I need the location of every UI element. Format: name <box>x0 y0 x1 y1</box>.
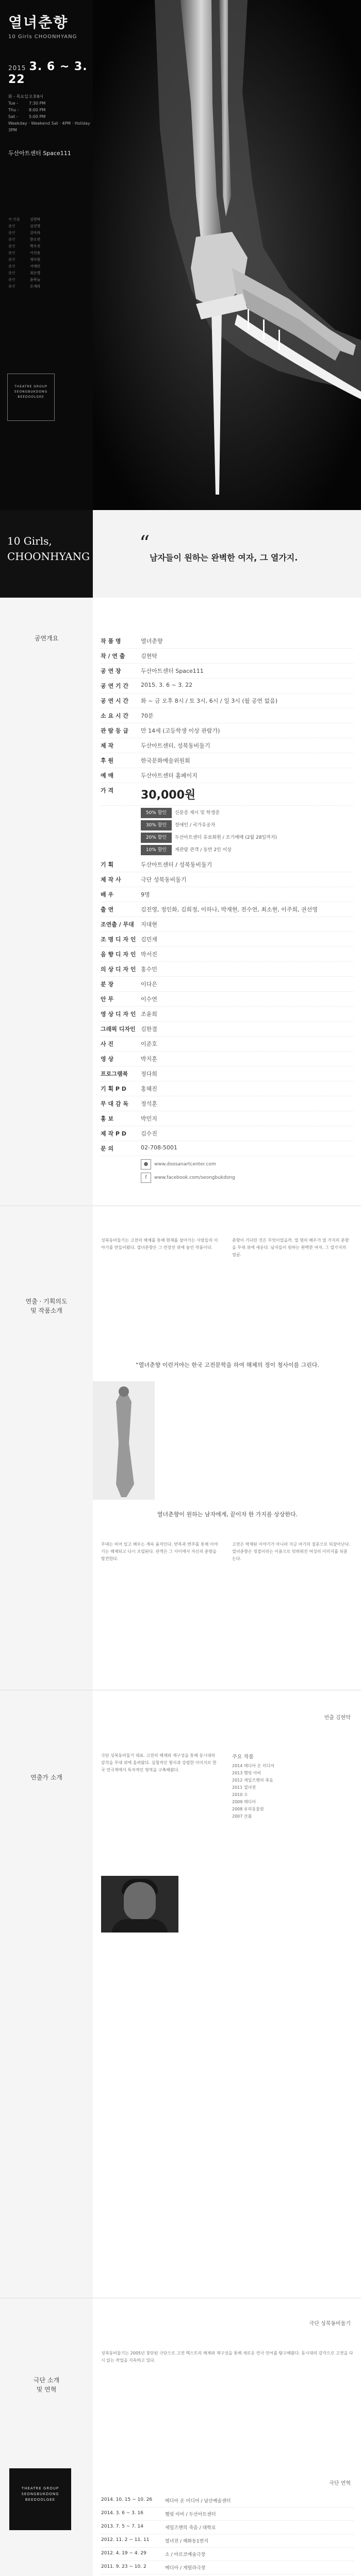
info-value: 정석훈 <box>141 1100 157 1107</box>
hero-banner <box>0 0 361 510</box>
credit-role: 출연 <box>8 251 15 255</box>
info-value: 박서진 <box>141 951 157 958</box>
time-day: 화 - 목요일 <box>8 94 28 99</box>
company-intro: 성북동비둘기는 2005년 창단된 극단으로 고전 텍스트의 해체와 재구성을 통해 새로운 연극 언어를 탐구해왔다. 동시대의 감각으로 고전을 다시 읽는 작업을 지속하고 있다. <box>101 2351 353 2363</box>
info-value: 한국문화예술위원회 <box>141 757 190 764</box>
credit-row <box>8 216 65 223</box>
section-label <box>0 2376 93 2394</box>
info-value: 두산아트센터 Space111 <box>141 668 204 674</box>
title-band <box>0 510 361 598</box>
info-key: 작 품 명 <box>101 638 121 645</box>
info-key: 조연출 / 무대 <box>101 921 134 928</box>
time-day: Thu - <box>8 108 19 112</box>
section-label: 연출가 소개 <box>30 1774 62 1781</box>
figure-illustration <box>93 1381 155 1500</box>
credit-role: 작·연출 <box>8 217 20 222</box>
intent-paragraph: 성북동비둘기는 고전의 해체를 통해 현재를 살아가는 사람들의 이야기를 만들어왔다. 열녀춘향은 그 연장선 위에 놓인 작품이다. <box>101 1238 218 1250</box>
intent-paragraph: 고전은 박제된 이야기가 아니라 지금 여기의 질문으로 되살아난다. 열녀춘향은 정절이라는 이름으로 덧씌워진 여성의 이미지를 되묻는다. <box>232 1542 350 1561</box>
info-value: 극단 성북동비둘기 <box>141 876 187 883</box>
info-table <box>101 634 353 1186</box>
info-key: 그래픽 디자인 <box>101 1026 136 1032</box>
credit-name: 오세라 <box>30 284 41 289</box>
hero-date <box>8 60 96 86</box>
credit-role: 출연 <box>8 231 15 235</box>
work-item: 2013 햄릿 아비 <box>232 1771 261 1775</box>
credit-name: 김아라 <box>30 231 41 235</box>
discount-row <box>141 808 353 818</box>
section-label <box>0 1297 93 1315</box>
hero-credits <box>8 216 65 290</box>
time-value: 오후8시 <box>29 94 44 99</box>
credit-role: 출연 <box>8 284 15 289</box>
credit-row <box>8 283 65 290</box>
history-row <box>101 2548 354 2561</box>
info-value: 70분 <box>141 713 154 719</box>
info-row <box>101 1141 353 1156</box>
hero-time-row <box>8 107 96 113</box>
info-key: 사 진 <box>101 1041 114 1047</box>
section-sidebar <box>0 598 93 1206</box>
credit-role: 출연 <box>8 264 15 268</box>
info-key: 안 무 <box>101 996 114 1003</box>
history-date: 2011. 9. 23 ~ 10. 2 <box>101 2564 146 2569</box>
works-list <box>232 1762 351 1820</box>
price-row <box>101 783 353 806</box>
info-key: 공 연 기 간 <box>101 683 128 689</box>
info-value: 박지훈 <box>141 1056 157 1062</box>
credit-name: 한소연 <box>30 238 41 242</box>
info-row <box>101 977 353 992</box>
info-key: 소 요 시 간 <box>101 713 128 719</box>
info-row <box>101 649 353 664</box>
info-row <box>101 932 353 947</box>
history-date: 2012. 4. 19 ~ 4. 29 <box>101 2551 146 2556</box>
director-portrait <box>101 1876 178 1933</box>
section-label-line2: 및 연혁 <box>36 2386 57 2393</box>
history-row <box>101 2507 354 2521</box>
info-value: 김진영, 정인화, 김희정, 이하나, 박재현, 전수연, 최소현, 이주희, 권선영 <box>141 906 318 913</box>
work-item: 2011 열녀전 <box>232 1785 256 1790</box>
info-value: 이준호 <box>141 1041 157 1047</box>
info-value: 두산아트센터 홈페이지 <box>141 772 198 779</box>
history-row <box>101 2494 354 2507</box>
company-title: 극단 성북동비둘기 <box>309 2321 351 2327</box>
work-item: 2010 소 <box>232 1792 248 1797</box>
director-section <box>0 1690 361 2298</box>
hero-venue: 두산아트센터 Space111 <box>8 150 71 157</box>
time-value: 8:00 PM <box>29 108 46 112</box>
info-value: 김한결 <box>141 1026 157 1032</box>
band-title-line2: CHOONHYANG <box>7 550 90 563</box>
discount-desc: 재관람 관객 / 동반 2인 이상 <box>175 848 232 853</box>
info-row <box>101 1126 353 1141</box>
info-value: 홍수민 <box>141 966 157 973</box>
credit-role: 출연 <box>8 278 15 282</box>
info-key: 배 우 <box>101 891 114 898</box>
info-key: 예 매 <box>101 772 114 779</box>
history-event: 햄릿 아비 / 두산아트센터 <box>165 2512 216 2517</box>
credit-row <box>8 263 65 270</box>
works-title: 주요 작품 <box>232 1754 254 1760</box>
time-day: Tue - <box>8 101 19 106</box>
info-row <box>101 679 353 693</box>
discount-desc: 신분증 제시 및 학생증 <box>175 810 220 816</box>
info-row <box>101 753 353 768</box>
info-row <box>101 1111 353 1126</box>
info-value: 박민지 <box>141 1115 157 1122</box>
info-key: 무 대 감 독 <box>101 1100 128 1107</box>
info-row <box>101 723 353 738</box>
facebook-link[interactable] <box>141 1173 353 1183</box>
history-title: 극단 연혁 <box>329 2481 351 2486</box>
credit-name: 김진영 <box>30 224 41 228</box>
hero-time-row <box>8 93 96 100</box>
company-logo: THEATRE GROUP SEONGBUKDONG BEEDOOLGEE <box>9 2468 71 2530</box>
intention-section <box>0 1206 361 1690</box>
info-key: 의 상 디 자 인 <box>101 966 136 973</box>
hero-title-en: 10 Girls CHOONHYANG <box>8 34 77 40</box>
work-item: 2009 메디아 <box>232 1800 256 1804</box>
info-key: 분 장 <box>101 981 114 988</box>
credit-name: 윤하늘 <box>30 278 41 282</box>
intent-quote: “열녀춘향 이런거야는 한국 고전문학을 하여 해체의 정이 청사이를 그린다. <box>136 1362 319 1368</box>
hero-time-row <box>8 100 96 107</box>
info-key: 제 작 <box>101 742 114 749</box>
info-row <box>101 738 353 753</box>
info-value: 만 14세 (고등학생 이상 관람가) <box>141 727 220 734</box>
intent-quote: 열녀춘향이 원하는 남자에게, 끝이자 한 가지를 상상한다. <box>157 1511 298 1518</box>
history-date: 2014. 3. 6 ~ 3. 16 <box>101 2511 143 2516</box>
section-sidebar <box>0 1206 93 1690</box>
info-value: 9명 <box>141 891 150 898</box>
discount-tag: 50% 할인 <box>141 808 172 818</box>
history-date: 2012. 11. 2 ~ 11. 11 <box>101 2537 150 2543</box>
info-row <box>101 693 353 708</box>
info-key: 제 작 사 <box>101 876 121 883</box>
discount-tag: 20% 할인 <box>141 833 172 843</box>
info-key: 홍 보 <box>101 1115 114 1122</box>
history-date: 2014. 10. 15 ~ 10. 26 <box>101 2497 153 2502</box>
info-key: 작 / 연 출 <box>101 653 125 659</box>
info-row <box>101 872 353 887</box>
info-key: 공 연 시 간 <box>101 698 128 704</box>
history-row <box>101 2521 354 2534</box>
history-event: 메디아 온 미디어 / 남산예술센터 <box>165 2499 231 2504</box>
info-row <box>101 664 353 679</box>
director-title: 연출 김현탁 <box>324 1715 351 1721</box>
info-row <box>101 768 353 783</box>
credit-role: 출연 <box>8 224 15 228</box>
discount-row <box>141 820 353 831</box>
info-row <box>101 887 353 902</box>
discount-desc: 장애인 / 국가유공자 <box>175 823 216 828</box>
hero-text-block <box>8 11 96 157</box>
credit-role: 출연 <box>8 271 15 275</box>
info-key: 기 획 <box>101 861 114 868</box>
time-value: 7:30 PM <box>29 101 46 106</box>
facebook-url[interactable]: www.facebook.com/seongbukdong <box>154 1175 235 1180</box>
info-row <box>101 962 353 977</box>
section-label-line1: 연출 · 기획의도 <box>25 1298 68 1305</box>
info-row <box>101 992 353 1007</box>
info-value: 김수진 <box>141 1130 157 1137</box>
info-row <box>101 708 353 723</box>
price-key: 가 격 <box>101 787 114 794</box>
hero-time-row <box>8 113 96 120</box>
info-key: 음 향 디 자 인 <box>101 951 136 958</box>
info-key: 프로그램북 <box>101 1071 128 1077</box>
director-bio: 극단 성북동비둘기 대표. 고전의 해체와 재구성을 통해 동시대의 감각을 무대 위에 올려왔다. 실험적인 형식과 강렬한 이미지로 한국 연극계에서 독자적인 영역을 구축해왔다. <box>101 1753 217 1772</box>
xray-foot-image <box>93 0 361 510</box>
info-key: 기 획 P D <box>101 1086 126 1092</box>
info-row <box>101 1096 353 1111</box>
history-list <box>101 2494 354 2576</box>
info-value: 02-708-5001 <box>141 1144 177 1151</box>
info-value: 이수연 <box>141 996 157 1003</box>
time-value: 5:00 PM <box>29 114 46 119</box>
work-item: 2014 메디아 온 미디어 <box>232 1764 275 1768</box>
history-row <box>101 2561 354 2574</box>
info-row <box>101 947 353 962</box>
info-value: 두산아트센터 / 성북동비둘기 <box>141 861 212 868</box>
hero-date-year: 2015 <box>8 64 26 72</box>
info-row <box>101 1066 353 1081</box>
quote-mark-icon: “ <box>139 532 150 555</box>
credit-name: 정다원 <box>30 258 41 262</box>
info-key: 영 상 <box>101 1056 114 1062</box>
section-sidebar <box>0 1690 93 2298</box>
info-row <box>101 902 353 917</box>
info-key: 문 의 <box>101 1145 114 1152</box>
info-value: 정다희 <box>141 1071 157 1077</box>
info-row <box>101 1037 353 1052</box>
website-url[interactable]: www.doosanartcenter.com <box>154 1162 216 1167</box>
credit-name: 박수진 <box>30 244 41 248</box>
info-row <box>101 1052 353 1066</box>
credit-row <box>8 277 65 283</box>
history-event: 열녀전 / 혜화동1번지 <box>165 2539 209 2544</box>
performance-info-section <box>0 598 361 1206</box>
credit-row <box>8 236 65 243</box>
section-label-line1: 극단 소개 <box>33 2377 60 2384</box>
info-key: 관 람 등 급 <box>101 727 128 734</box>
section-label: 공연개요 <box>34 635 59 642</box>
band-title-block <box>0 510 93 598</box>
section-sidebar <box>0 2298 93 2576</box>
history-event: 세일즈맨의 죽음 / 대학로 <box>165 2526 216 2531</box>
time-day: Sat - <box>8 114 18 119</box>
info-row <box>101 917 353 932</box>
info-row <box>101 857 353 872</box>
info-value: 김현탁 <box>141 653 157 659</box>
info-key: 후 원 <box>101 757 114 764</box>
discount-tag: 10% 할인 <box>141 845 172 855</box>
intent-paragraph: 춘향이 기다린 것은 무엇이었을까. 열 명의 배우가 열 가지의 춘향을 무대 위에 세운다. 남자들이 원하는 완벽한 여자, 그 열가지의 얼굴. <box>232 1238 349 1257</box>
info-value: 지대현 <box>141 921 157 928</box>
history-row <box>101 2534 354 2548</box>
company-section <box>0 2298 361 2576</box>
info-value: 열녀춘향 <box>141 638 163 645</box>
work-item: 2012 세일즈맨의 죽음 <box>232 1778 273 1783</box>
info-row <box>101 1022 353 1037</box>
hero-times-note: Weekday · Weekend Sat · 4PM · Holiday 3PM <box>8 121 90 132</box>
info-value: 김민재 <box>141 936 157 943</box>
credit-role: 출연 <box>8 244 15 248</box>
hero-date-range: 3. 6 ~ 3. 22 <box>8 60 88 86</box>
history-date: 2013. 7. 5 ~ 7. 14 <box>101 2524 143 2529</box>
portrait-body <box>111 1919 168 1933</box>
website-link[interactable] <box>141 1159 353 1170</box>
info-key: 출 연 <box>101 906 114 913</box>
credit-role: 출연 <box>8 258 15 262</box>
credit-name: 서예린 <box>30 264 41 268</box>
info-value: 두산아트센터, 성북동비둘기 <box>141 742 210 749</box>
credit-row <box>8 243 65 250</box>
credit-row <box>8 270 65 277</box>
info-value: 조윤희 <box>141 1011 157 1018</box>
facebook-icon: f <box>141 1173 151 1183</box>
portrait-head <box>124 1882 156 1920</box>
section-label-line2: 및 작품소개 <box>30 1307 62 1314</box>
credit-name: 최은별 <box>30 271 41 275</box>
work-item: 2007 산불 <box>232 1814 252 1819</box>
credit-row <box>8 223 65 230</box>
discount-row <box>141 845 353 855</box>
credit-name: 김현탁 <box>30 217 41 222</box>
info-value: 홍혜진 <box>141 1086 157 1092</box>
info-key: 제 작 P D <box>101 1130 126 1137</box>
globe-icon: ● <box>141 1159 151 1170</box>
info-row <box>101 634 353 649</box>
theatre-group-badge: THEATRE GROUP SEONGBUKDONG BEEDOOLGEE <box>7 374 55 421</box>
credit-name: 이진솔 <box>30 251 41 255</box>
info-key: 공 연 장 <box>101 668 121 674</box>
info-value: 이다은 <box>141 981 157 988</box>
history-event: 소 / 아르코예술극장 <box>165 2552 206 2557</box>
info-key: 영 상 디 자 인 <box>101 1011 136 1018</box>
info-value: 2015. 3. 6 ~ 3. 22 <box>141 682 193 688</box>
discount-row <box>141 833 353 843</box>
tagline: 남자들이 원하는 완벽한 여자, 그 열가지. <box>150 553 298 563</box>
credit-row <box>8 257 65 263</box>
info-value: 화 ~ 금 오후 8시 / 토 3시, 6시 / 일 3시 (월 공연 없음) <box>141 698 278 704</box>
info-row <box>101 1081 353 1096</box>
price-value: 30,000원 <box>141 789 196 802</box>
credit-row <box>8 250 65 257</box>
history-event: 메디아 / 게릴라극장 <box>165 2566 206 2571</box>
band-title-line1: 10 Girls, <box>7 535 52 547</box>
intent-paragraph: 무대는 비어 있고 배우는 계속 움직인다. 반복과 변주를 통해 이야기는 해체되고 다시 조립된다. 관객은 그 사이에서 자신의 춘향을 발견한다. <box>101 1542 218 1561</box>
credit-row <box>8 230 65 236</box>
credit-role: 출연 <box>8 238 15 242</box>
discount-tag: 30% 할인 <box>141 820 172 831</box>
work-item: 2008 유리동물원 <box>232 1807 264 1811</box>
hero-times <box>8 93 96 133</box>
info-key: 조 명 디 자 인 <box>101 936 136 943</box>
info-row <box>101 1007 353 1022</box>
discount-desc: 두산아트센터 유료회원 / 조기예매 (2월 28일까지) <box>175 835 277 840</box>
hero-title-ko: 열녀춘향 <box>8 14 69 31</box>
